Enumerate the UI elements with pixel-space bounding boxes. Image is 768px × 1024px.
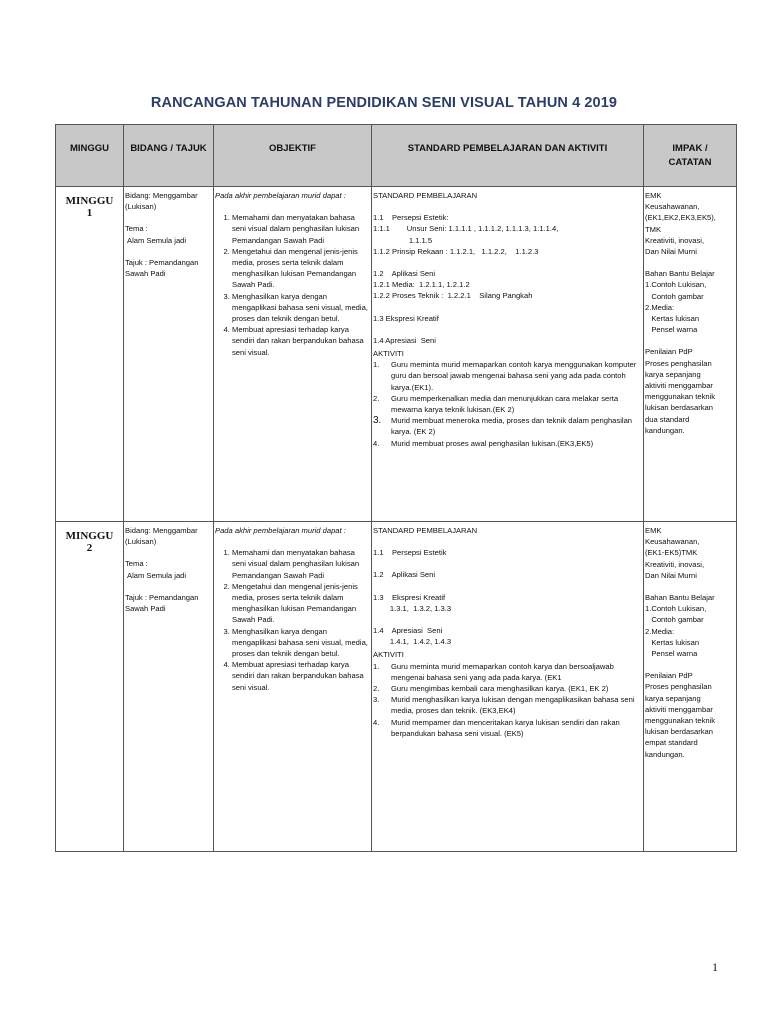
objektif-list [215, 212, 370, 358]
objektif-cell [214, 522, 372, 852]
week-label: MINGGU [65, 530, 114, 542]
activity-heading: AKTIVITI [373, 650, 404, 660]
text-line: (EK1,EK2,EK3,EK5), [645, 213, 716, 223]
text-line: 1.2.1 Media: 1.2.1.1, 1.2.1.2 [373, 280, 470, 290]
text-line: 1.4 Apresiasi Seni [373, 335, 436, 345]
page-number: 1 [712, 960, 718, 974]
week-label: MINGGU [65, 195, 114, 207]
activity-text: Guru memperkenalkan media dan menunjukkan cara melakar serta mewarna karya teknik lukisan.(EK 2) [391, 393, 619, 415]
text-line: dua standard [645, 414, 690, 424]
activity-number: 4. [373, 438, 380, 448]
activity-number: 1. [373, 661, 380, 671]
standard-heading: STANDARD PEMBELAJARAN [373, 526, 478, 535]
bidang-cell [124, 522, 214, 852]
activity-item [373, 393, 642, 415]
text-line [373, 324, 642, 335]
objektif-intro: Pada akhir pembelajaran murid dapat : [215, 191, 346, 200]
activity-number: 4. [373, 717, 380, 727]
header-row [56, 125, 737, 187]
bidang-cell [124, 187, 214, 522]
objektif-list [215, 547, 370, 693]
text-line: 2.Media: [645, 626, 675, 636]
text-line [645, 335, 735, 346]
activity-heading: AKTIVITI [373, 349, 404, 359]
text-line: Pensel warna [645, 325, 698, 335]
text-line: (EK1-EK5)TMK [645, 548, 698, 558]
objektif-item: 4. Membuat apresiasi terhadap karya sendiri dan rakan berpandukan bahasa seni visual. [232, 659, 370, 693]
activity-text: Murid membuat meneroka media, proses dan teknik dalam penghasilan karya. (EK 2) [391, 416, 633, 437]
objektif-item: 3. Menghasilkan karya dengan mengaplikasi bahasa seni visual, media, proses dan teknik dengan betul. [232, 291, 370, 325]
week-row [56, 187, 737, 522]
text-line: Dan Nilai Murni [645, 570, 697, 580]
annual-plan-table [55, 124, 737, 852]
header-minggu: MINGGU [56, 125, 124, 187]
header-bidang: BIDANG / TAJUK [124, 125, 214, 187]
standard-cell [372, 522, 644, 852]
text-line: aktiviti menggambar [645, 704, 713, 714]
text-line: 1.1.1.5 [373, 235, 433, 245]
text-line: karya sepanjang [645, 693, 701, 703]
text-line: Kertas lukisan [645, 637, 700, 647]
week-number: 1 [86, 207, 93, 219]
activity-number: 2. [373, 684, 380, 694]
activity-list [373, 661, 642, 739]
impak-cell [644, 187, 737, 522]
text-line: menggunakan teknik [645, 392, 716, 402]
bidang-text: Bidang: Menggambar (Lukisan) [125, 526, 198, 547]
text-line: Bahan Bantu Belajar [645, 593, 715, 603]
text-line [373, 302, 642, 313]
activity-number: 3. [373, 695, 380, 705]
text-line: Keusahawanan, [645, 537, 700, 547]
text-line: Bahan Bantu Belajar [645, 269, 715, 279]
text-line [373, 558, 642, 569]
text-line: 1.1.1 Unsur Seni: 1.1.1.1 , 1.1.1.2, 1.1.1.3, 1.1.1.4, [373, 224, 559, 234]
week-cell [56, 187, 124, 522]
text-line: lukisan berdasarkan [645, 403, 713, 413]
text-line: Penilaian PdP [645, 347, 693, 357]
objektif-item: 2. Mengetahui dan mengenal jenis-jenis media, proses serta teknik dalam menghasilkan lukisan Pemandangan Sawah Padi. [232, 581, 370, 626]
text-line: 1.1 Persepsi Estetik: [373, 213, 449, 223]
activity-text: Guru meminta murid memaparkan contoh karya dan bersoaljawab mengenai bahasa seni yang ada pada karya. (EK1 [391, 661, 614, 682]
header-impak [644, 125, 737, 187]
text-line [645, 581, 735, 592]
activity-item [373, 717, 642, 739]
text-line: EMK [645, 526, 662, 535]
activity-number: 3. [373, 415, 382, 427]
activity-text: Murid membuat proses awal penghasilan lukisan.(EK3,EK5) [391, 438, 594, 448]
activity-list [373, 359, 642, 449]
objektif-item: 1. Memahami dan menyatakan bahasa seni visual dalam penghasilan lukisan Pemandangan Sawah Padi [232, 547, 370, 581]
text-line: kandungan. [645, 749, 685, 759]
text-line: 1.3 Ekspresi Kreatif [373, 313, 439, 323]
text-line: 1.2.2 Proses Teknik : 1.2.2.1 Silang Pangkah [373, 291, 533, 301]
activity-text: Murid mempamer dan menceritakan karya lukisan sendiri dan rakan berpandukan bahasa seni visual. (EK5) [391, 717, 620, 738]
activity-item [373, 359, 642, 393]
text-line: empat standard [645, 738, 698, 748]
activity-item [373, 694, 642, 716]
header-impak-line1: IMPAK / [672, 143, 708, 154]
activity-item [373, 438, 642, 449]
week-row [56, 522, 737, 852]
standard-heading: STANDARD PEMBELAJARAN [373, 191, 478, 200]
activity-number: 2. [373, 393, 380, 403]
objektif-cell [214, 187, 372, 522]
text-line: Contoh gambar [645, 615, 704, 625]
page-title: RANCANGAN TAHUNAN PENDIDIKAN SENI VISUAL TAHUN 4 2019 [150, 95, 618, 111]
header-impak-line2: CATATAN [668, 157, 712, 168]
text-line: Keusahawanan, [645, 202, 700, 212]
impak-lines [644, 522, 736, 760]
bidang-text: Bidang: Menggambar (Lukisan) [125, 191, 198, 212]
text-line: menggunakan teknik [645, 716, 716, 726]
text-line [373, 614, 642, 625]
objektif-item: 3. Menghasilkan karya dengan mengaplikasi bahasa seni visual, media, proses dan teknik dengan betul. [232, 626, 370, 660]
text-line: 1.Contoh Lukisan, [645, 604, 707, 614]
text-line: Kreativiti, inovasi, [645, 559, 705, 569]
text-line: 1.1 Persepsi Estetik [373, 548, 447, 558]
text-line: 1.4.1, 1.4.2, 1.4.3 [373, 637, 452, 647]
tema-label: Tema : [125, 559, 148, 569]
week-cell [56, 522, 124, 852]
text-line: EMK [645, 191, 662, 200]
tema-label: Tema : [125, 224, 148, 234]
text-line [373, 581, 642, 592]
text-line: Kertas lukisan [645, 314, 700, 324]
activity-text: Murid menghasilkan karya lukisan dengan mengaplikasikan bahasa seni media, proses dan teknik. (EK3,EK4) [391, 695, 635, 716]
tema-text: Alam Semula jadi [127, 570, 187, 580]
text-line: 1.1.2 Prinsip Rekaan : 1.1.2.1, 1.1.2.2, 1.1.2.3 [373, 246, 539, 256]
text-line: Penilaian PdP [645, 671, 693, 681]
objektif-item: 1. Memahami dan menyatakan bahasa seni visual dalam penghasilan lukisan Pemandangan Sawah Padi [232, 212, 370, 246]
text-line: 1.2 Aplikasi Seni [373, 570, 436, 580]
text-line: karya sepanjang [645, 369, 701, 379]
standard-cell [372, 187, 644, 522]
text-line: 1.3.1, 1.3.2, 1.3.3 [373, 603, 452, 613]
activity-item [373, 415, 642, 437]
impak-lines [644, 187, 736, 436]
objektif-item: 4. Membuat apresiasi terhadap karya sendiri dan rakan berpandukan bahasa seni visual. [232, 324, 370, 358]
text-line [373, 257, 642, 268]
text-line: 1.Contoh Lukisan, [645, 280, 707, 290]
tajuk-text: Tajuk : Pemandangan Sawah Padi [125, 257, 199, 279]
text-line: Proses penghasilan [645, 682, 712, 692]
text-line: 1.4 Apresiasi Seni [373, 626, 443, 636]
text-line [645, 257, 735, 268]
tema-text: Alam Semula jadi [127, 235, 187, 245]
activity-text: Guru mengimbas kembali cara menghasilkan karya. (EK1, EK 2) [391, 684, 609, 694]
text-line: 1.3 Ekspresi Kreatif [373, 592, 446, 602]
text-line: Contoh gambar [645, 291, 704, 301]
text-line: 1.2 Aplikasi Seni [373, 269, 436, 279]
header-objektif: OBJEKTIF [214, 125, 372, 187]
activity-text: Guru meminta murid memaparkan contoh karya menggunakan komputer guru dan bersoal jawab mengenai bahasa seni yang ada pada contoh karya.(EK1). [391, 360, 637, 392]
activity-item [373, 661, 642, 683]
text-line: Kreativiti, inovasi, [645, 235, 705, 245]
text-line: Pensel warna [645, 649, 698, 659]
standard-lines [373, 212, 642, 346]
text-line: 2.Media: [645, 302, 675, 312]
text-line [645, 659, 735, 670]
impak-cell [644, 522, 737, 852]
tajuk-text: Tajuk : Pemandangan Sawah Padi [125, 592, 199, 614]
text-line: Dan Nilai Murni [645, 247, 697, 257]
standard-lines [373, 547, 642, 647]
activity-item [373, 683, 642, 694]
header-standard: STANDARD PEMBELAJARAN DAN AKTIVITI [372, 125, 644, 187]
objektif-intro: Pada akhir pembelajaran murid dapat : [215, 526, 346, 535]
text-line: kandungan. [645, 425, 685, 435]
text-line: aktiviti menggambar [645, 381, 713, 391]
objektif-item: 2. Mengetahui dan mengenal jenis-jenis media, proses serta teknik dalam menghasilkan lukisan Pemandangan Sawah Padi. [232, 246, 370, 291]
text-line: lukisan berdasarkan [645, 727, 713, 737]
week-number: 2 [86, 542, 93, 554]
text-line: Proses penghasilan [645, 358, 712, 368]
text-line: TMK [645, 224, 662, 234]
activity-number: 1. [373, 360, 380, 370]
